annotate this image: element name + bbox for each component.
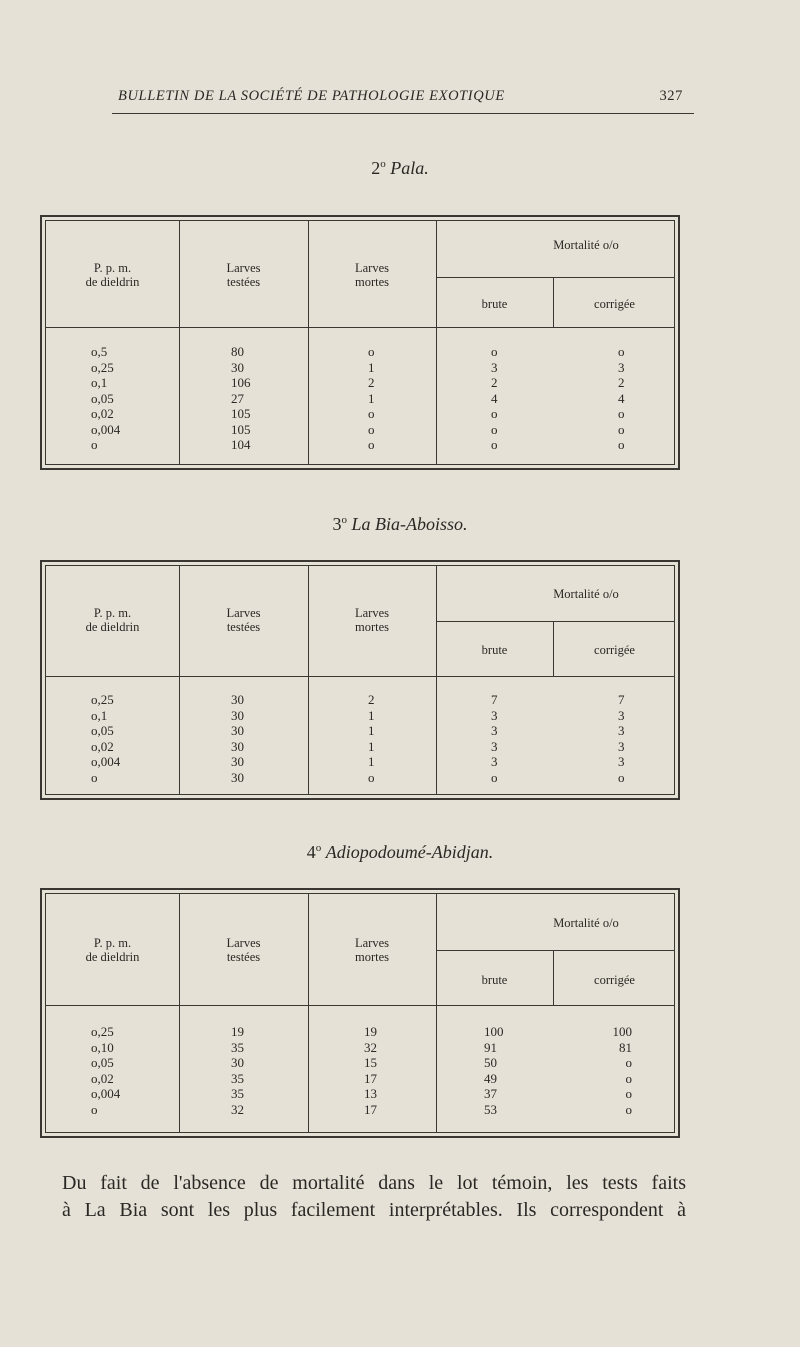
cell: o,004	[91, 1086, 121, 1101]
column-corrected	[618, 344, 625, 453]
header-tested: Larves testées	[226, 261, 261, 289]
cell: 100	[484, 1024, 504, 1039]
column-tested	[231, 1024, 244, 1117]
cell: o,25	[91, 1024, 114, 1039]
column-ppm	[91, 344, 120, 453]
cell: 3	[618, 723, 625, 738]
journal-title: BULLETIN DE LA SOCIÉTÉ DE PATHOLOGIE EXOTIQUE	[118, 88, 505, 104]
cell: 53	[484, 1101, 497, 1117]
section-title-adiopodoume: 4$^o$ Adiopodoumé-Abidjan.	[306, 842, 494, 862]
cell: 30	[231, 738, 244, 754]
cell: 37	[484, 1086, 497, 1101]
column-corrected	[608, 1024, 632, 1117]
cell: 1	[368, 754, 375, 769]
column-dead	[368, 344, 375, 453]
cell: 100	[612, 1024, 632, 1039]
cell: 1	[368, 390, 375, 406]
cell: o,02	[91, 406, 114, 421]
header-mortality: Mortalité o/o	[553, 587, 619, 601]
cell: o,05	[91, 1055, 114, 1070]
cell: o	[368, 421, 375, 437]
cell: o	[491, 406, 498, 421]
cell: 3	[491, 738, 498, 754]
cell: o	[368, 437, 375, 452]
cell: o	[491, 769, 498, 785]
cell: o	[625, 1101, 632, 1117]
cell: o,02	[91, 1070, 114, 1086]
cell: o	[491, 437, 498, 452]
cell: o	[91, 1101, 98, 1117]
cell: o,02	[91, 738, 114, 754]
cell: o,10	[91, 1039, 114, 1055]
cell: 2	[368, 375, 375, 390]
cell: 105	[231, 421, 251, 437]
cell: o	[368, 406, 375, 421]
body-line-2: à La Bia sont les plus facilement interprétables. Ils correspondent à	[62, 1199, 686, 1221]
cell: 3	[491, 754, 498, 769]
column-dead	[368, 692, 375, 785]
column-ppm	[91, 1024, 120, 1117]
cell: 15	[364, 1055, 377, 1070]
header-corrected: corrigée	[594, 643, 635, 657]
cell: o,25	[91, 692, 114, 707]
cell: 7	[491, 692, 498, 707]
header-corrected: corrigée	[594, 973, 635, 987]
column-ppm	[91, 692, 120, 785]
header-tested: Larves testées	[226, 606, 261, 634]
column-tested	[231, 692, 244, 785]
column-dead	[364, 1024, 377, 1117]
cell: o	[618, 769, 625, 785]
cell: 91	[484, 1039, 497, 1055]
cell: 35	[231, 1070, 244, 1086]
cell: 30	[231, 1055, 244, 1070]
cell: o,5	[91, 344, 108, 359]
header-ppm: P. p. m. de dieldrin	[85, 936, 140, 964]
cell: 30	[231, 359, 244, 375]
cell: o	[491, 421, 498, 437]
cell: 30	[231, 692, 244, 707]
page-number: 327	[659, 88, 683, 104]
cell: 19	[364, 1024, 377, 1039]
cell: o	[368, 769, 375, 785]
header-brute: brute	[481, 643, 508, 657]
header-brute: brute	[481, 973, 508, 987]
cell: o,1	[91, 707, 108, 723]
cell: 35	[231, 1086, 244, 1101]
table-adiopodoume	[40, 888, 680, 1138]
cell: 30	[231, 723, 244, 738]
cell: 105	[231, 406, 251, 421]
cell: 49	[484, 1070, 497, 1086]
cell: o	[91, 769, 98, 785]
cell: 17	[364, 1101, 377, 1117]
cell: 2	[618, 375, 625, 390]
cell: o,004	[91, 421, 121, 437]
header-ppm: P. p. m. de dieldrin	[85, 606, 140, 634]
cell: 106	[231, 375, 251, 390]
cell: 30	[231, 754, 244, 769]
cell: 1	[368, 723, 375, 738]
cell: 104	[231, 437, 251, 452]
cell: 1	[368, 359, 375, 375]
cell: 3	[491, 707, 498, 723]
cell: 30	[231, 707, 244, 723]
cell: 32	[364, 1039, 377, 1055]
header-ppm: P. p. m. de dieldrin	[85, 261, 140, 289]
header-corrected: corrigée	[594, 297, 635, 311]
cell: o	[368, 344, 375, 359]
cell: 3	[491, 359, 498, 375]
header-brute: brute	[481, 297, 508, 311]
cell: 27	[231, 390, 244, 406]
header-mortality: Mortalité o/o	[553, 916, 619, 930]
cell: 1	[368, 738, 375, 754]
body-line-1: Du fait de l'absence de mortalité dans le lot témoin, les tests faits	[62, 1172, 686, 1194]
cell: 35	[231, 1039, 244, 1055]
cell: 19	[231, 1024, 244, 1039]
cell: 4	[491, 390, 498, 406]
table-la-bia	[40, 560, 680, 800]
cell: o	[618, 344, 625, 359]
cell: o,004	[91, 754, 121, 769]
cell: o,05	[91, 723, 114, 738]
cell: 17	[364, 1070, 377, 1086]
section-title-pala: 2$^o$ Pala.	[371, 158, 429, 178]
cell: 50	[484, 1055, 497, 1070]
header-dead: Larves mortes	[354, 261, 390, 289]
cell: 2	[491, 375, 498, 390]
header-dead: Larves mortes	[354, 606, 390, 634]
cell: 32	[231, 1101, 244, 1117]
cell: o	[618, 406, 625, 421]
cell: 3	[618, 738, 625, 754]
cell: o	[625, 1086, 632, 1101]
cell: 7	[618, 692, 625, 707]
section-title-la-bia: 3$^o$ La Bia-Aboisso.	[332, 514, 468, 534]
cell: 13	[364, 1086, 377, 1101]
column-brute	[491, 692, 498, 785]
cell: 3	[618, 707, 625, 723]
table-pala	[40, 215, 680, 470]
column-tested	[231, 344, 251, 453]
cell: 1	[368, 707, 375, 723]
cell: 3	[491, 723, 498, 738]
header-dead: Larves mortes	[354, 936, 390, 964]
cell: o,1	[91, 375, 108, 390]
cell: o	[625, 1055, 632, 1070]
cell: 80	[231, 344, 244, 359]
column-brute	[491, 344, 498, 453]
header-rule	[112, 113, 694, 114]
cell: 81	[619, 1039, 632, 1055]
cell: 3	[618, 754, 625, 769]
cell: o	[618, 421, 625, 437]
cell: 2	[368, 692, 375, 707]
cell: 3	[618, 359, 625, 375]
cell: o	[625, 1070, 632, 1086]
cell: 30	[231, 769, 244, 785]
header-tested: Larves testées	[226, 936, 261, 964]
cell: o	[91, 437, 98, 452]
column-corrected	[618, 692, 625, 785]
cell: o,05	[91, 390, 114, 406]
cell: o	[618, 437, 625, 452]
cell: 4	[618, 390, 625, 406]
cell: o,25	[91, 359, 114, 375]
body-paragraph	[62, 1170, 686, 1224]
cell: o	[491, 344, 498, 359]
column-brute	[484, 1024, 504, 1117]
header-mortality: Mortalité o/o	[553, 238, 619, 252]
